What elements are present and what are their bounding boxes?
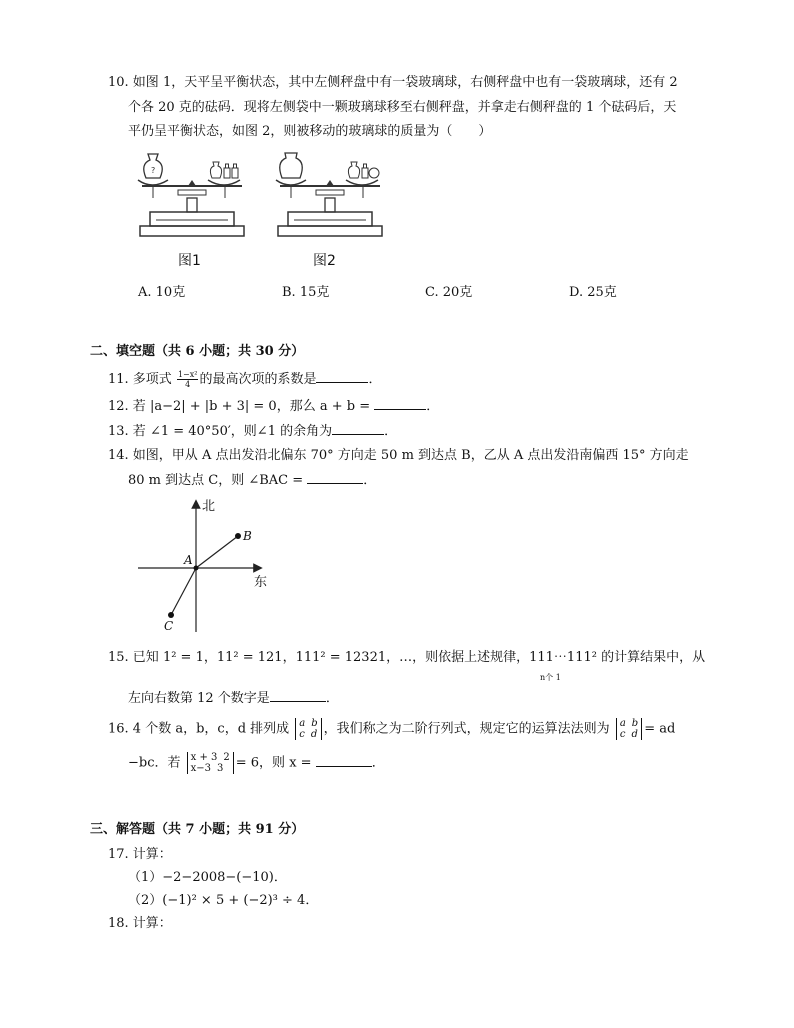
balance-figure-2: [270, 150, 390, 240]
point-b: [235, 533, 241, 539]
q11-numerator: 1−x²: [177, 370, 198, 379]
option-d: D. 25克: [569, 285, 617, 300]
det1-a: a: [299, 718, 306, 729]
q14-line2: [128, 471, 376, 490]
svg-text:?: ?: [151, 166, 156, 175]
q17-title: 17. 计算：: [108, 847, 172, 862]
q12-text: 12. 若 |a−2| + |b + 3| = 0，那么 a + b =: [108, 399, 371, 414]
q11-answer-blank[interactable]: [316, 370, 368, 383]
q11-post: 的最高次项的系数是: [199, 372, 317, 387]
q14-line2-text: 80 m 到达点 C，则 ∠BAC =: [128, 473, 304, 488]
fig1-label: 图1: [178, 253, 201, 269]
det1r-c: c: [619, 729, 626, 740]
q16-det-abcd: [295, 718, 321, 740]
q14-end: ．: [363, 473, 377, 488]
det2-d: 3: [217, 763, 224, 774]
label-b: B: [243, 529, 252, 543]
label-c: C: [164, 619, 174, 633]
fig2-label: 图2: [313, 253, 336, 269]
section-3-heading: 三、解答题（共 7 小题；共 91 分）: [90, 822, 305, 837]
det1-c: c: [299, 729, 305, 740]
q18-title: 18. 计算：: [108, 916, 172, 931]
det2-c: x−3: [190, 763, 212, 774]
north-label: 北: [202, 499, 216, 514]
option-c: C. 20克: [425, 285, 473, 300]
q15-underbrace-label: n个 1: [540, 673, 561, 682]
point-a: [194, 566, 199, 571]
det2-a: x + 3: [190, 752, 218, 763]
q16-line2-pre: −bc．若: [128, 755, 181, 771]
q15-line2: [128, 689, 339, 708]
q16-answer-blank[interactable]: [316, 754, 372, 767]
balance-figure-1: [132, 150, 252, 240]
q11-fraction: [177, 370, 199, 389]
q16-line1: [108, 718, 675, 740]
q11: [108, 370, 382, 389]
q16-end: ．: [371, 755, 385, 771]
point-c: [168, 612, 174, 618]
q12: [108, 397, 439, 416]
q16-det-rule: [616, 718, 642, 740]
q10-line2: 个各 20 克的砝码．现将左侧袋中一颗玻璃球移至右侧秤盘，并拿走右侧秤盘的 1 个砝码后，天: [128, 100, 677, 115]
q16-line2: [128, 752, 385, 774]
det1-d: d: [310, 729, 318, 740]
ray-ac: [171, 568, 196, 615]
q11-end: ．: [368, 372, 382, 387]
q16-post: = ad: [644, 721, 676, 737]
q13-answer-blank[interactable]: [332, 422, 384, 435]
q16-pre: 16. 4 个数 a，b，c，d 排列成: [108, 721, 290, 737]
q13-text: 13. 若 ∠1 = 40°50′，则∠1 的余角为: [108, 424, 333, 439]
q15-line1: 15. 已知 1² = 1，11² = 121，111² = 12321，…，则依据上述规律，111⋯111² 的计算结果中，从: [108, 650, 706, 665]
q17-part2: （2）(−1)² × 5 + (−2)³ ÷ 4．: [128, 893, 319, 908]
east-label: 东: [254, 575, 268, 590]
q11-denominator: 4: [185, 380, 191, 389]
q17-part1: （1）−2−2008−(−10)．: [128, 870, 287, 885]
q12-answer-blank[interactable]: [374, 397, 426, 410]
option-a: A. 10克: [138, 285, 186, 300]
q15-answer-blank[interactable]: [270, 689, 326, 702]
det2-b: 2: [223, 752, 230, 763]
section-2-heading: 二、填空题（共 6 小题；共 30 分）: [90, 344, 305, 359]
det1r-d: d: [631, 729, 638, 740]
ray-ab: [196, 536, 238, 568]
q14-line1: 14. 如图，甲从 A 点出发沿北偏东 70° 方向走 50 m 到达点 B，乙从 A 点出发沿南偏西 15° 方向走: [108, 448, 689, 463]
det1r-a: a: [619, 718, 626, 729]
q13-end: ．: [384, 424, 398, 439]
q11-pre: 11. 多项式: [108, 372, 172, 387]
det1-b: b: [311, 718, 318, 729]
compass-figure: [132, 494, 282, 634]
q15-end: ．: [325, 691, 339, 706]
q10-line3: 平仍呈平衡状态，如图 2，则被移动的玻璃球的质量为（ ）: [128, 124, 492, 139]
q16-det-x: [187, 752, 234, 774]
det1r-b: b: [631, 718, 639, 729]
option-b: B. 15克: [282, 285, 330, 300]
q16-line2-mid: = 6，则 x =: [235, 755, 312, 771]
q13: [108, 422, 397, 441]
q14-answer-blank[interactable]: [307, 471, 363, 484]
q15-line2-text: 左向右数第 12 个数字是: [128, 691, 270, 706]
label-a: A: [184, 553, 193, 567]
q10-line1: 10. 如图 1，天平呈平衡状态，其中左侧秤盘中有一袋玻璃球，右侧秤盘中也有一袋玻璃球，还有 2: [108, 75, 678, 90]
q16-mid: ，我们称之为二阶行列式，规定它的运算法法则为: [323, 721, 610, 737]
q12-end: ．: [426, 399, 440, 414]
